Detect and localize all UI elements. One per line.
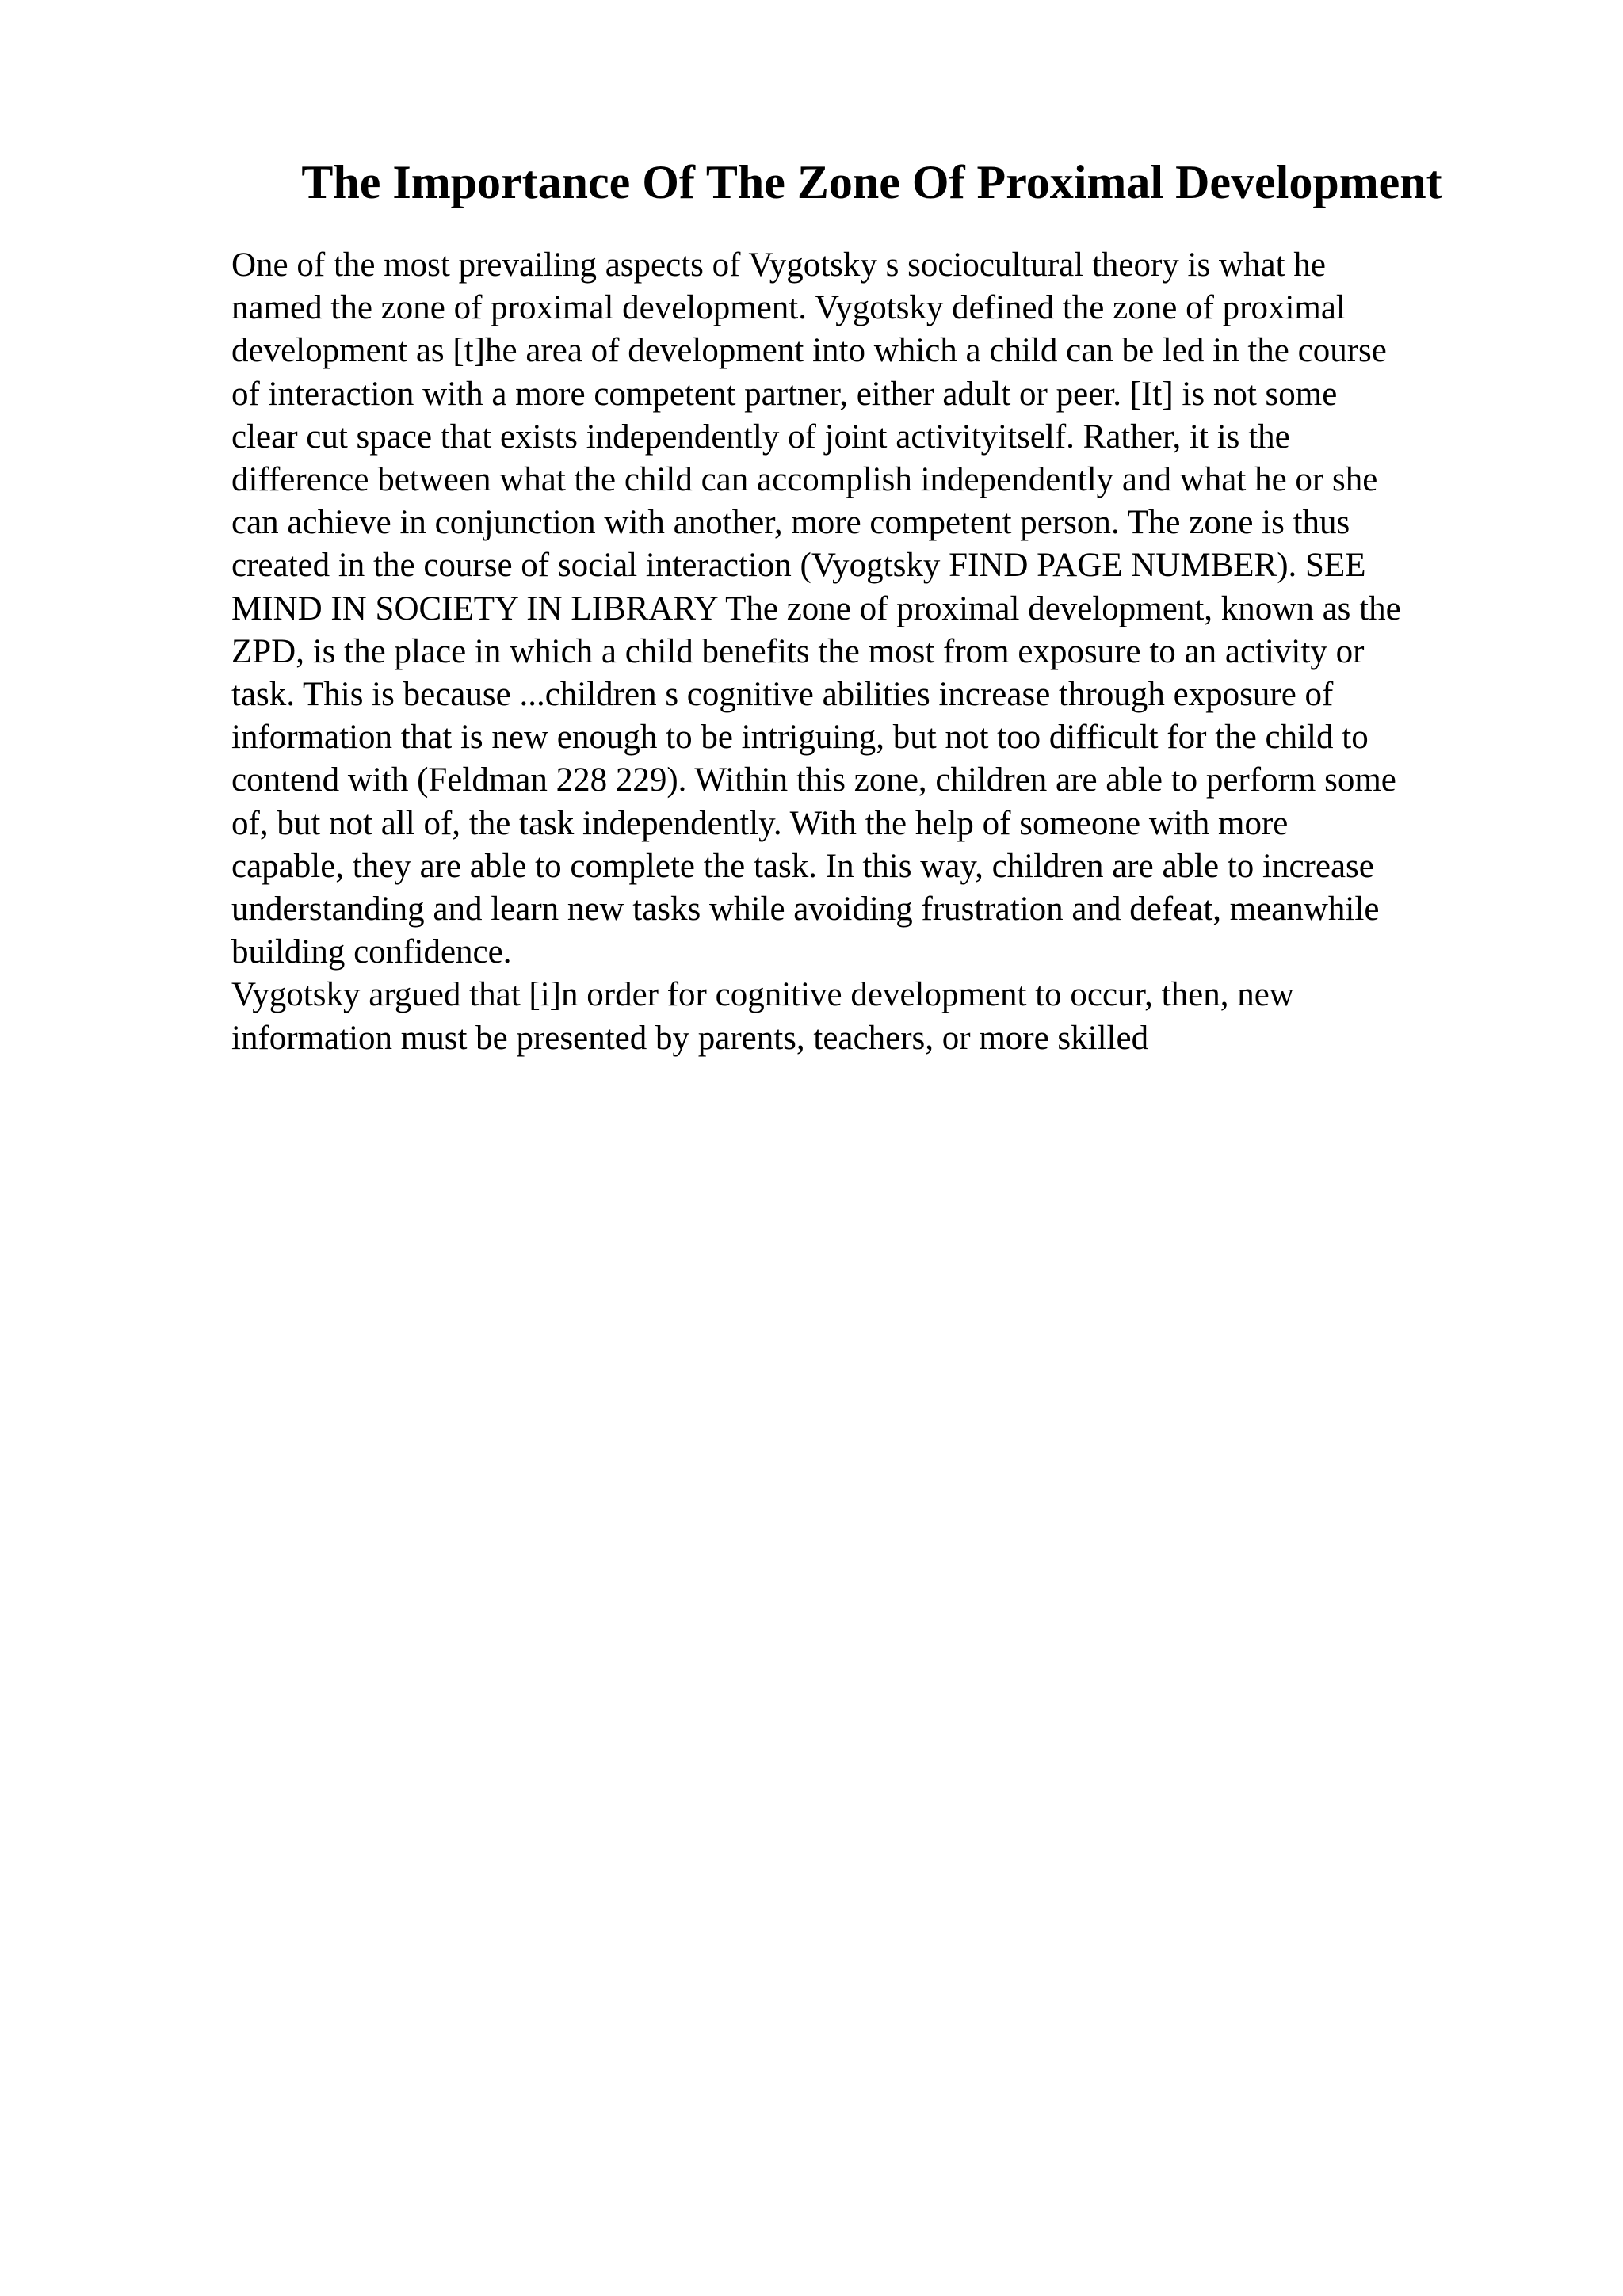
body-line: can achieve in conjunction with another, more competent person. The zone is thus <box>231 504 1350 542</box>
body-line: clear cut space that exists independently of joint activityitself. Rather, it is the <box>231 418 1290 456</box>
body-line: information that is new enough to be intriguing, but not too difficult for the child to <box>231 719 1369 757</box>
body-line: ZPD, is the place in which a child benefits the most from exposure to an activity or <box>231 632 1365 670</box>
body-line: contend with (Feldman 228 229). Within this zone, children are able to perform some <box>231 761 1396 799</box>
body-line: development as [t]he area of development into which a child can be led in the course <box>231 332 1387 370</box>
body-line: named the zone of proximal development. Vygotsky defined the zone of proximal <box>231 289 1346 327</box>
body-line: task. This is because ...children s cognitive abilities increase through exposure of <box>231 676 1334 714</box>
body-line: capable, they are able to complete the task. In this way, children are able to increase <box>231 847 1374 885</box>
body-line: building confidence. <box>231 933 512 971</box>
body-line: of interaction with a more competent partner, either adult or peer. [It] is not some <box>231 375 1338 413</box>
body-line: One of the most prevailing aspects of Vygotsky s sociocultural theory is what he <box>231 246 1326 284</box>
body-line: created in the course of social interaction (Vyogtsky FIND PAGE NUMBER). SEE <box>231 547 1366 585</box>
body-line: MIND IN SOCIETY IN LIBRARY The zone of proximal development, known as the <box>231 589 1401 627</box>
body-line: of, but not all of, the task independently. With the help of someone with more <box>231 804 1289 842</box>
document-body <box>231 244 1515 1060</box>
document-title: The Importance Of The Zone Of Proximal Development <box>301 156 1442 208</box>
body-line: understanding and learn new tasks while avoiding frustration and defeat, meanwhile <box>231 891 1380 929</box>
body-line: Vygotsky argued that [i]n order for cognitive development to occur, then, new <box>231 976 1294 1014</box>
body-line: information must be presented by parents, teachers, or more skilled <box>231 1019 1149 1057</box>
body-line: difference between what the child can accomplish independently and what he or she <box>231 461 1378 499</box>
